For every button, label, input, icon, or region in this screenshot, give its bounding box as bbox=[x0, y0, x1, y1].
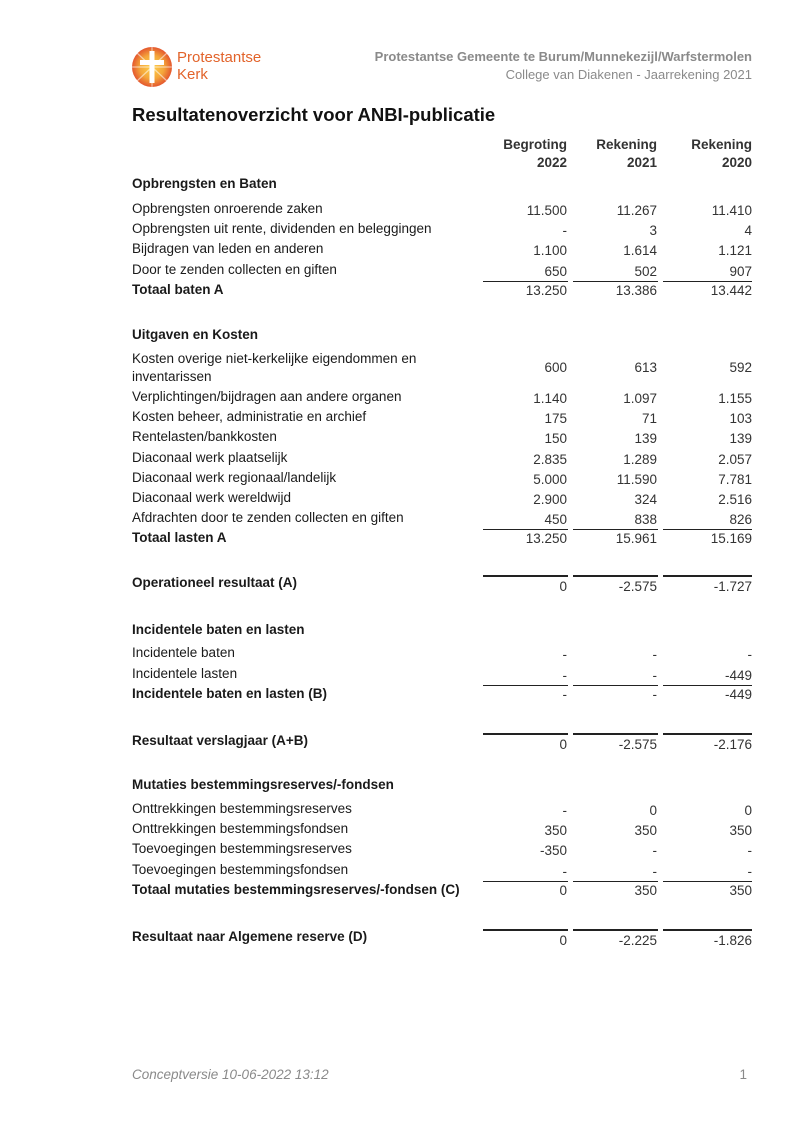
cell-value: 13.386 bbox=[615, 283, 657, 298]
cell-value: -449 bbox=[724, 687, 752, 702]
cell-value: - bbox=[652, 668, 657, 683]
cell-value: - bbox=[652, 687, 657, 702]
row-label: Toevoegingen bestemmingsfondsen bbox=[132, 862, 349, 877]
cell-value: 1.121 bbox=[718, 243, 752, 258]
cell-value: 1.100 bbox=[533, 243, 567, 258]
cell-value: 0 bbox=[559, 579, 567, 594]
cell-value: 0 bbox=[559, 737, 567, 752]
cell-value: 175 bbox=[544, 411, 567, 426]
double-rule bbox=[663, 929, 752, 931]
cell-value: -449 bbox=[724, 668, 752, 683]
cell-value: -350 bbox=[539, 843, 567, 858]
footer-version: Conceptversie 10-06-2022 13:12 bbox=[132, 1067, 329, 1082]
cell-value: 139 bbox=[634, 431, 657, 446]
row-label: Kosten beheer, administratie en archief bbox=[132, 409, 367, 424]
row-label: Onttrekkingen bestemmingsreserves bbox=[132, 801, 352, 816]
row-label-continued: inventarissen bbox=[132, 369, 212, 384]
organization-name: Protestantse Gemeente te Burum/Munnekezijl/Warfstermolen bbox=[374, 49, 752, 64]
row-label: Kosten overige niet-kerkelijke eigendommen en bbox=[132, 351, 417, 366]
cell-value: 150 bbox=[544, 431, 567, 446]
row-label: Toevoegingen bestemmingsreserves bbox=[132, 841, 352, 856]
cell-value: - bbox=[562, 864, 567, 879]
cell-value: 139 bbox=[729, 431, 752, 446]
cell-value: 1.155 bbox=[718, 391, 752, 406]
cell-value: 1.614 bbox=[623, 243, 657, 258]
double-rule bbox=[483, 575, 568, 577]
cell-value: -2.575 bbox=[618, 737, 657, 752]
cell-value: -1.727 bbox=[713, 579, 752, 594]
cell-value: 13.250 bbox=[525, 531, 567, 546]
cell-value: 502 bbox=[634, 264, 657, 279]
cell-value: 600 bbox=[544, 360, 567, 375]
cell-value: 1.140 bbox=[533, 391, 567, 406]
page-number: 1 bbox=[739, 1067, 747, 1082]
cell-value: 1.289 bbox=[623, 452, 657, 467]
cell-value: 0 bbox=[559, 883, 567, 898]
cell-value: 0 bbox=[744, 803, 752, 818]
double-rule bbox=[573, 733, 658, 735]
cell-value: - bbox=[652, 647, 657, 662]
document-header bbox=[375, 48, 752, 84]
cell-value: - bbox=[652, 843, 657, 858]
cell-value: 907 bbox=[729, 264, 752, 279]
row-label: Verplichtingen/bijdragen aan andere organen bbox=[132, 389, 402, 404]
logo-text-line2: Kerk bbox=[177, 66, 208, 83]
column-header-rekening-2020: Rekening 2020 bbox=[691, 137, 752, 170]
row-label: Incidentele baten en lasten bbox=[132, 622, 305, 637]
cell-value: 350 bbox=[544, 823, 567, 838]
document-subtitle: College van Diakenen - Jaarrekening 2021 bbox=[505, 67, 752, 82]
cell-value: 350 bbox=[634, 823, 657, 838]
column-header-begroting-2022: Begroting 2022 bbox=[503, 137, 567, 170]
cell-value: 3 bbox=[649, 223, 657, 238]
cell-value: - bbox=[747, 647, 752, 662]
cell-value: 650 bbox=[544, 264, 567, 279]
cell-value: 350 bbox=[729, 823, 752, 838]
row-label: Resultaat naar Algemene reserve (D) bbox=[132, 929, 368, 944]
cell-value: - bbox=[562, 223, 567, 238]
row-label: Mutaties bestemmingsreserves/-fondsen bbox=[132, 777, 394, 792]
cell-value: 0 bbox=[649, 803, 657, 818]
row-label: Totaal lasten A bbox=[132, 530, 227, 545]
cell-value: - bbox=[562, 668, 567, 683]
row-label: Totaal mutaties bestemmingsreserves/-fondsen (C) bbox=[132, 882, 460, 897]
cell-value: 11.410 bbox=[711, 203, 752, 218]
row-label: Opbrengsten en Baten bbox=[132, 176, 277, 191]
cell-value: -2.176 bbox=[713, 737, 752, 752]
cell-value: 11.590 bbox=[616, 472, 657, 487]
cell-value: -2.575 bbox=[618, 579, 657, 594]
row-label: Incidentele baten bbox=[132, 645, 235, 660]
cell-value: 450 bbox=[544, 512, 567, 527]
cell-value: 11.267 bbox=[616, 203, 657, 218]
row-label: Diaconaal werk wereldwijd bbox=[132, 490, 292, 505]
cell-value: - bbox=[652, 864, 657, 879]
cell-value: -1.826 bbox=[713, 933, 752, 948]
double-rule bbox=[573, 929, 658, 931]
cell-value: 5.000 bbox=[533, 472, 567, 487]
row-label: Opbrengsten onroerende zaken bbox=[132, 201, 323, 216]
double-rule bbox=[663, 733, 752, 735]
cell-value: 4 bbox=[744, 223, 752, 238]
row-label: Incidentele lasten bbox=[132, 666, 238, 681]
double-rule bbox=[483, 733, 568, 735]
cell-value: 15.169 bbox=[710, 531, 752, 546]
row-label: Bijdragen van leden en anderen bbox=[132, 241, 324, 256]
row-label: Afdrachten door te zenden collecten en giften bbox=[132, 510, 404, 525]
cell-value: 2.835 bbox=[533, 452, 567, 467]
row-label: Incidentele baten en lasten (B) bbox=[132, 686, 328, 701]
row-label: Uitgaven en Kosten bbox=[132, 327, 259, 342]
double-rule bbox=[483, 929, 568, 931]
cell-value: 2.057 bbox=[718, 452, 752, 467]
cell-value: - bbox=[562, 803, 567, 818]
cell-value: 826 bbox=[729, 512, 752, 527]
cell-value: 324 bbox=[634, 492, 657, 507]
double-rule bbox=[663, 575, 752, 577]
cell-value: 11.500 bbox=[526, 203, 567, 218]
cell-value: - bbox=[562, 647, 567, 662]
page-title: Resultatenoverzicht voor ANBI-publicatie bbox=[132, 104, 496, 125]
cell-value: 613 bbox=[634, 360, 657, 375]
row-label: Diaconaal werk plaatselijk bbox=[132, 450, 288, 465]
column-header-rekening-2021: Rekening 2021 bbox=[596, 137, 657, 170]
cell-value: 1.097 bbox=[623, 391, 657, 406]
cell-value: -2.225 bbox=[618, 933, 657, 948]
cell-value: 15.961 bbox=[615, 531, 657, 546]
cell-value: - bbox=[562, 687, 567, 702]
cell-value: 103 bbox=[729, 411, 752, 426]
row-label: Rentelasten/bankkosten bbox=[132, 429, 277, 444]
cell-value: 2.516 bbox=[718, 492, 752, 507]
row-label: Diaconaal werk regionaal/landelijk bbox=[132, 470, 337, 485]
cell-value: 838 bbox=[634, 512, 657, 527]
row-label: Resultaat verslagjaar (A+B) bbox=[132, 733, 308, 748]
cell-value: 13.442 bbox=[710, 283, 752, 298]
cell-value: 592 bbox=[729, 360, 752, 375]
cell-value: 13.250 bbox=[525, 283, 567, 298]
cell-value: 7.781 bbox=[718, 472, 752, 487]
cell-value: 350 bbox=[634, 883, 657, 898]
row-label: Opbrengsten uit rente, dividenden en beleggingen bbox=[132, 221, 432, 236]
church-logo bbox=[131, 45, 281, 90]
row-label: Operationeel resultaat (A) bbox=[132, 575, 298, 590]
cell-value: 350 bbox=[729, 883, 752, 898]
logo-text-line1: Protestantse bbox=[177, 49, 262, 66]
row-label: Door te zenden collecten en giften bbox=[132, 262, 337, 277]
row-label: Totaal baten A bbox=[132, 282, 224, 297]
double-rule bbox=[573, 575, 658, 577]
cross-emblem-icon bbox=[131, 45, 173, 89]
row-label: Onttrekkingen bestemmingsfondsen bbox=[132, 821, 349, 836]
cell-value: 71 bbox=[641, 411, 657, 426]
cell-value: - bbox=[747, 864, 752, 879]
cell-value: 2.900 bbox=[533, 492, 567, 507]
cell-value: 0 bbox=[559, 933, 567, 948]
cell-value: - bbox=[747, 843, 752, 858]
